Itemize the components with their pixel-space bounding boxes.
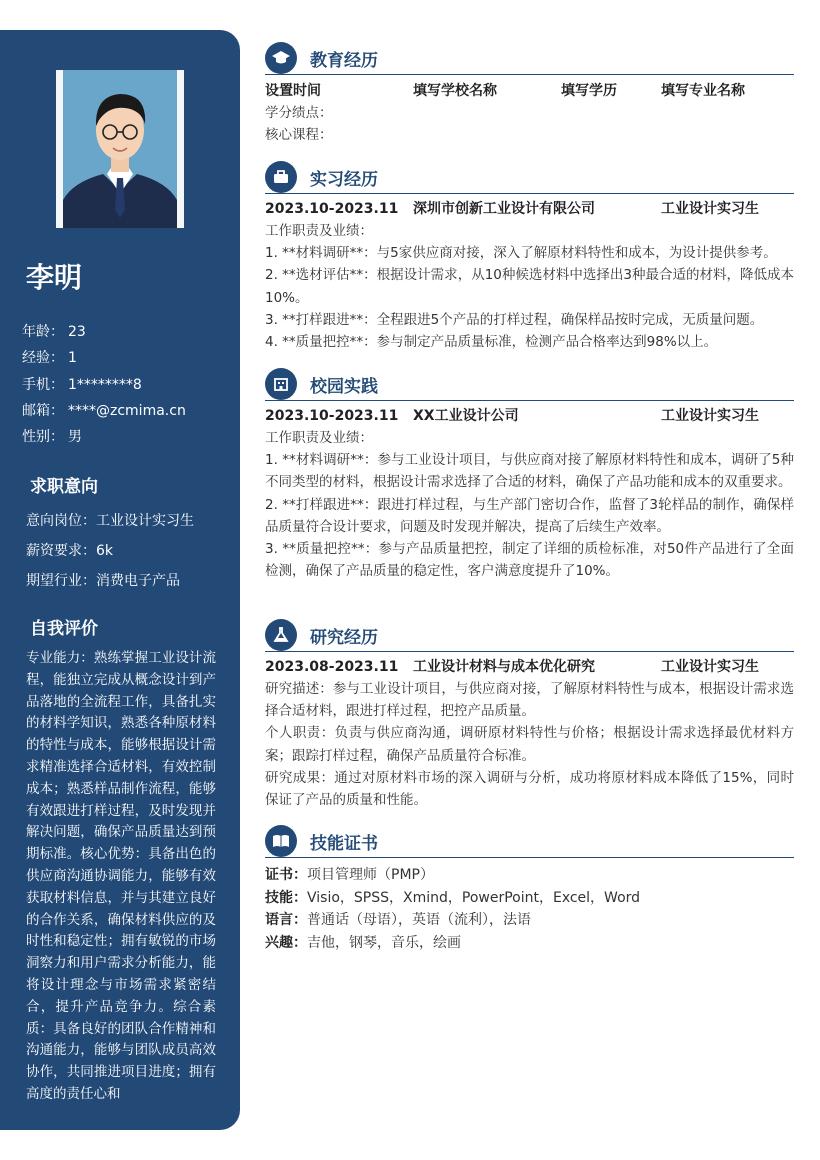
profile-photo bbox=[56, 70, 184, 228]
research-row: 2023.08-2023.11 工业设计材料与成本优化研究 工业设计实习生 bbox=[265, 659, 759, 675]
info-gender: 性别： 男 bbox=[22, 429, 82, 446]
flask-icon bbox=[265, 619, 297, 651]
campus-line: 2. **打样跟进**：跟进打样过程，与生产部门密切合作，监督了3轮样品的制作，确保样品质量符合设计要求，问题及时发现并解决，提高了后续生产效率。 bbox=[265, 496, 794, 535]
education-courses: 核心课程： bbox=[265, 127, 333, 144]
building-icon bbox=[265, 368, 297, 400]
campus-section bbox=[265, 366, 794, 582]
intent-heading: 求职意向 bbox=[30, 477, 98, 497]
internship-line: 工作职责及业绩： bbox=[265, 223, 373, 239]
skill-language: 语言：普通话（母语），英语（流利），法语 bbox=[265, 912, 531, 928]
briefcase-icon bbox=[265, 161, 297, 193]
education-title: 教育经历 bbox=[310, 51, 378, 71]
info-phone: 手机： 1********8 bbox=[22, 376, 142, 393]
info-experience: 经验： 1 bbox=[22, 350, 77, 367]
graduation-cap-icon bbox=[265, 42, 297, 74]
internship-line: 4. **质量把控**：参与制定产品质量标准，检测产品合格率达到98%以上。 bbox=[265, 334, 718, 351]
intent-industry: 期望行业：消费电子产品 bbox=[26, 573, 180, 589]
internship-line: 1. **材料调研**：与5家供应商对接，深入了解原材料特性和成本，为设计提供参考。 bbox=[265, 245, 777, 262]
internship-section bbox=[265, 159, 794, 353]
research-line: 研究成果：通过对原材料市场的深入调研与分析，成功将原材料成本降低了15%，同时保证了产品的质量和性能。 bbox=[265, 769, 794, 809]
intent-position: 意向岗位：工业设计实习生 bbox=[26, 513, 194, 529]
self-eval-text: 专业能力：熟练掌握工业设计流程，能独立完成从概念设计到产品落地的全流程工作，具备扎实的材料学知识，熟悉各种原材料的特性与成本，能够根据设计需求精准选择合适材料，有效控制成本；熟悉样品制作流程，能够有效跟进打样过程，及时发现并解决问题，确保产品质量达到预期标准。核心优势：具备出色的供应商沟通协调能力，能够有效获取材料信息，并与其建立良好的合作关系，确保材料供应的及时性和稳定性；拥有敏锐的市场洞察力和用户需求分析能力，能将设计理念与市场需求紧密结合，提升产品竞争力。综合素质：具备良好的团队合作精神和沟通能力，能够与团队成员高效协作，共同推进项目进度；拥有高度的责任心和 bbox=[26, 650, 216, 1102]
research-section bbox=[265, 617, 794, 811]
sidebar bbox=[0, 30, 240, 1130]
skills-section bbox=[265, 823, 794, 954]
campus-line: 1. **材料调研**：参与工业设计项目，与供应商对接了解原材料特性和成本，调研了5种不同类型的材料，根据设计需求选择了合适的材料，确保了产品功能和成本的双重要求。 bbox=[265, 452, 794, 491]
skill-interests: 兴趣：吉他，钢琴，音乐，绘画 bbox=[265, 934, 461, 951]
info-email: 邮箱： ****@zcmima.cn bbox=[22, 402, 186, 419]
education-row: 设置时间 填写学校名称 填写学历 填写专业名称 bbox=[265, 83, 745, 99]
skill-tools: 技能：Visio，SPSS，Xmind，PowerPoint，Excel，Word bbox=[265, 889, 641, 906]
campus-line: 3. **质量把控**：参与产品质量把控，制定了详细的质检标准，对50件产品进行了全面检测，确保了产品质量的稳定性，客户满意度提升了10%。 bbox=[265, 541, 794, 580]
personal-info bbox=[22, 319, 186, 450]
skill-certificate: 证书：项目管理师（PMP） bbox=[265, 867, 434, 883]
candidate-name: 李明 bbox=[26, 261, 83, 294]
book-icon bbox=[265, 825, 297, 857]
self-eval-heading: 自我评价 bbox=[30, 619, 98, 639]
research-line: 个人职责：负责与供应商沟通，调研原材料特性与价格；根据设计需求选择最优材料方案；跟踪打样过程，确保产品质量符合标准。 bbox=[265, 725, 794, 764]
research-title: 研究经历 bbox=[310, 628, 378, 648]
research-line: 研究描述：参与工业设计项目，与供应商对接，了解原材料特性与成本，根据设计需求选择合适材料，跟进打样过程，把控产品质量。 bbox=[265, 681, 794, 720]
skills-title: 技能证书 bbox=[310, 834, 378, 854]
internship-line: 2. **选材评估**：根据设计需求，从10种候选材料中选择出3种最合适的材料，降低成本10%。 bbox=[265, 267, 794, 306]
education-section bbox=[265, 40, 794, 146]
internship-title: 实习经历 bbox=[310, 170, 378, 190]
intent-salary: 薪资要求：6k bbox=[26, 543, 114, 559]
campus-title: 校园实践 bbox=[310, 377, 378, 397]
education-gpa: 学分绩点： bbox=[265, 105, 333, 121]
campus-row: 2023.10-2023.11 XX工业设计公司 工业设计实习生 bbox=[265, 408, 759, 424]
intent-list bbox=[26, 506, 194, 596]
internship-line: 3. **打样跟进**：全程跟进5个产品的打样过程，确保样品按时完成，无质量问题。 bbox=[265, 311, 764, 328]
info-age: 年龄： 23 bbox=[22, 324, 86, 340]
campus-line: 工作职责及业绩： bbox=[265, 430, 373, 446]
avatar-illustration bbox=[63, 70, 177, 228]
internship-row: 2023.10-2023.11 深圳市创新工业设计有限公司 工业设计实习生 bbox=[265, 201, 759, 217]
